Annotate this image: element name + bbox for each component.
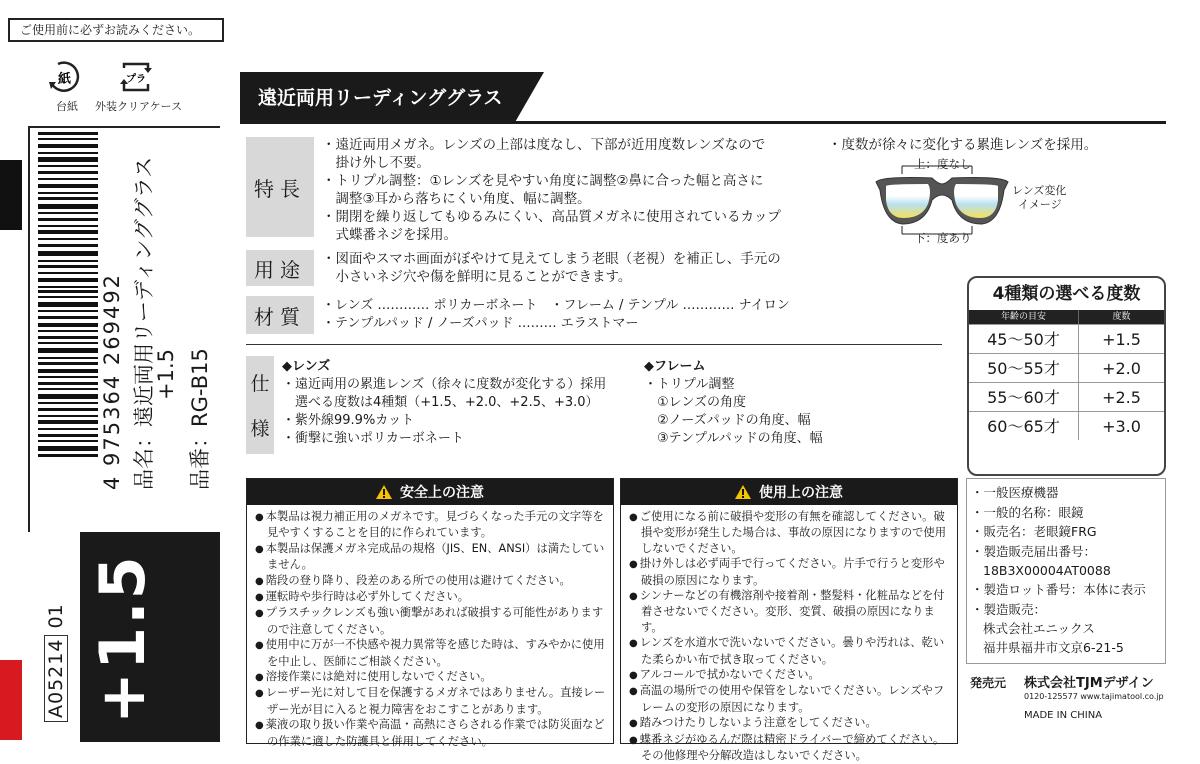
safety-item: ● 階段の登り降り、段差のある所での使用は避けてください。	[255, 573, 607, 589]
degree-row: 50〜55才 +2.0	[969, 353, 1164, 382]
maker-name: 株式会社エニックス	[983, 621, 1095, 636]
degree-table-title: 4種類の選べる度数	[992, 284, 1141, 304]
info-item: ・ 一般医療機器	[971, 483, 1165, 503]
info-item: ・ 製造販売届出番号：	[971, 542, 1165, 562]
info-reg-number: 18B3X00004AT0088	[983, 563, 1111, 578]
use-text	[322, 250, 812, 286]
material-line: ・レンズ ………… ポリカーボネート ・フレーム / テンプル ………… ナイロン	[322, 298, 790, 313]
info-list	[967, 479, 1165, 561]
product-code	[44, 604, 68, 722]
usage-item: ● 掛け外しは必ず両手で行ってください。片手で行うと変形や破損の原因になります。	[629, 556, 951, 588]
usage-item: ● 踏みつけたりしないよう注意をしてください。	[629, 715, 951, 731]
section-header: 遠近両用リーディンググラス	[240, 72, 515, 124]
features-label: 特長	[246, 137, 314, 237]
spec-frame-head: ◆フレーム	[644, 359, 706, 374]
usage-item: ● 高温の場所での使用や保管をしないでください。レンズやフレームの変形の原因になります。	[629, 683, 951, 715]
info-item: ・ 販売名：老眼鏡FRG	[971, 522, 1165, 542]
info-box	[966, 478, 1166, 664]
glasses-illustration	[872, 160, 1012, 240]
features-line: ・トリプル調整：①レンズを見やすい角度に調整②鼻に合った幅と高さに	[322, 173, 764, 189]
material-text	[322, 297, 882, 333]
use-line: 小さいネジ穴や傷を鮮明に見ることができます。	[322, 269, 632, 285]
code-suffix: 01	[45, 604, 67, 629]
recycle-marks	[46, 58, 166, 98]
product-model: 品番：RG-B15	[188, 348, 212, 490]
spec-lens-line: ・衝撃に強いポリカーボネート	[282, 431, 464, 446]
usage-list	[621, 505, 957, 764]
usage-item: ● シンナーなどの有機溶剤や接着剤・整髪料・化粧品などを付着させないでください。変形、変質、破損の原因になります。	[629, 588, 951, 635]
degree-table	[967, 276, 1166, 476]
degree-row: 45〜50才 +1.5	[969, 324, 1164, 353]
safety-list	[247, 505, 613, 749]
info-item: ・ 製造ロット番号：本体に表示	[971, 580, 1165, 600]
material-line: ・テンプルパッド / ノーズパッド ……… エラストマー	[322, 316, 639, 331]
spec-lens-head: ◆レンズ	[282, 359, 331, 374]
safety-box	[246, 478, 614, 748]
barcode-digits: 4 975364 269492	[100, 272, 124, 490]
lens-bottom-label: 下：度あり	[914, 231, 972, 245]
barcode	[38, 132, 98, 462]
lens-top-label: 上：度なし	[914, 157, 972, 171]
safety-item: ● 運転時や歩行時は必ず外してください。	[255, 589, 607, 605]
usage-title: 使用上の注意	[621, 479, 957, 505]
paper-mark-text: 紙	[58, 72, 72, 87]
degree-row: 60〜65才 +3.0	[969, 411, 1164, 440]
warning-icon	[735, 485, 751, 499]
spec-lens-line: ・遠近両用の累進レンズ（徐々に度数が変化する）採用	[282, 377, 607, 392]
safety-item: ● プラスチックレンズも強い衝撃があれば破損する可能性がありますので注意してください。	[255, 605, 607, 637]
made-in: MADE IN CHINA	[1024, 710, 1103, 721]
info-item: ・ 製造販売：	[971, 600, 1165, 620]
header-rule	[240, 121, 1166, 124]
spec-lens-line: 選べる度数は4種類（+1.5、+2.0、+2.5、+3.0）	[282, 395, 599, 410]
paper-label: 台紙	[56, 100, 78, 113]
usage-item: ● ご使用になる前に破損や変形の有無を確認してください。破損や変形が発生した場合は、事故の原因になりますので使用しないでください。	[629, 509, 951, 556]
plastic-mark-text: プラ	[126, 74, 146, 85]
safety-item: ● 溶接作業には絶対に使用しないでください。	[255, 669, 607, 685]
spec-frame-line: ・トリプル調整	[644, 377, 735, 392]
safety-item: ● 薬液の取り扱い作業や高温・高熱にさらされる作業では防災面などの作業に適した防護具と併用してください。	[255, 717, 607, 749]
header-tail	[514, 72, 544, 124]
features-line: ・開閉を繰り返してもゆるみにくい、高品質メガネに使用されているカップ	[322, 209, 781, 225]
product-name: 品名：遠近両用リーディンググラス	[132, 156, 156, 490]
big-degree: +1.5	[86, 554, 159, 724]
features-line: 調整③耳から落ちにくい角度、幅に調整。	[322, 191, 591, 207]
seller-name: 株式会社TJMデザイン	[1024, 676, 1154, 691]
features-line: ・遠近両用メガネ。レンズの上部は度なし、下部が近用度数レンズなので	[322, 137, 766, 153]
divider	[246, 344, 942, 345]
safety-item: ● 本製品は視力補正用のメガネです。見づらくなった手元の文字等を見やすくすることを目的に作られています。	[255, 509, 607, 541]
seller-contact: 0120-125577 www.tajimatool.co.jp	[1024, 692, 1164, 701]
safety-item: ● レーザー光に対して目を保護するメガネではありません。直接レーザー光が目に入ると視力障害をおこすことがあります。	[255, 685, 607, 717]
lens-caption: ・度数が徐々に変化する累進レンズを採用。	[828, 137, 1098, 153]
usage-item: ● レンズを水道水で洗いないでください。曇りや汚れは、乾いた柔らかい布で拭き取ってください。	[629, 635, 951, 667]
read-notice: ご使用前に必ずお読みください。	[8, 18, 224, 42]
lens-side-label: レンズ変化 イメージ	[1012, 184, 1067, 211]
plastic-label: 外装クリアケース	[95, 100, 183, 113]
seller-label: 発売元	[970, 676, 1007, 690]
use-line: ・図面やスマホ画面がぼやけて見えてしまう老眼（老視）を補正し、手元の	[322, 251, 781, 267]
product-degree: +1.5	[154, 349, 178, 400]
maker-address: 福井県福井市文京6-21-5	[983, 640, 1124, 655]
features-text	[322, 136, 812, 244]
features-line: 式蝶番ネジを採用。	[322, 227, 457, 243]
spec-frame-line: ③テンプルパッドの角度、幅	[644, 431, 823, 446]
safety-item: ● 使用中に万が一不快感や視力異常等を感じた時は、すみやかに使用を中止し、医師にご相談ください。	[255, 637, 607, 669]
side-accent-black	[0, 160, 22, 230]
info-item: ・ 一般的名称：眼鏡	[971, 503, 1165, 523]
features-line: 掛け外し不要。	[322, 155, 430, 171]
degree-row: 55〜60才 +2.5	[969, 382, 1164, 411]
usage-box	[620, 478, 958, 763]
safety-title: 安全上の注意	[247, 479, 613, 505]
degree-table-head: 年齢の目安 度数	[969, 310, 1164, 324]
side-accent-red	[0, 660, 22, 740]
usage-item: ● 蝶番ネジがゆるんだ際は精密ドライバーで締めてください。その他修理や分解改造はしないでください。	[629, 732, 951, 764]
spec-frame	[644, 358, 934, 448]
spec-lens-line: ・紫外線99.9%カット	[282, 413, 415, 428]
spec-lens	[282, 358, 642, 448]
use-label: 用途	[246, 250, 314, 286]
spec-frame-line: ①レンズの角度	[644, 395, 746, 410]
safety-item: ● 本製品は保護メガネ完成品の規格（JIS、EN、ANSI）は満たしていません。	[255, 541, 607, 573]
warning-icon	[376, 485, 392, 499]
spec-label: 仕 様	[246, 356, 274, 454]
usage-item: ● アルコールで拭かないでください。	[629, 667, 951, 683]
material-label: 材質	[246, 296, 314, 334]
spec-frame-line: ②ノーズパッドの角度、幅	[644, 413, 811, 428]
code-boxed: A05214	[44, 635, 68, 722]
